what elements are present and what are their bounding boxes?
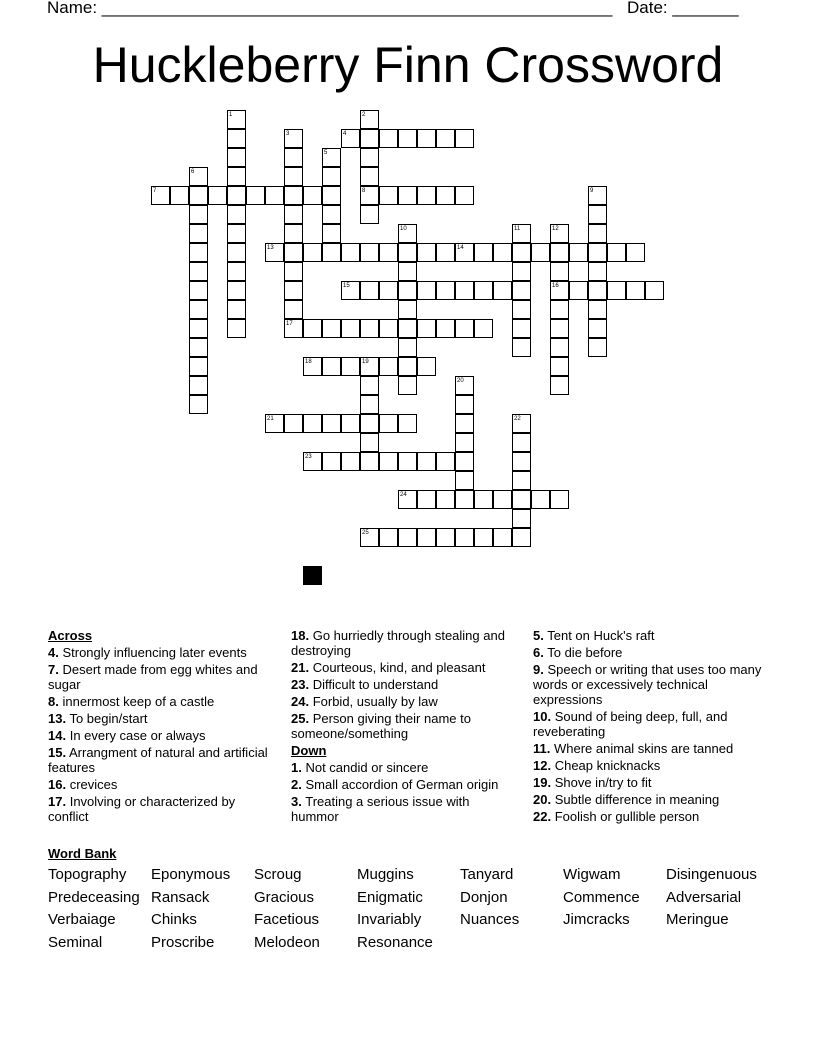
grid-cell[interactable]	[455, 129, 474, 148]
grid-cell[interactable]	[417, 490, 436, 509]
clue-num: 25.	[291, 711, 310, 726]
word-bank-item: Predeceasing	[48, 888, 140, 906]
clue-text: Cheap knicknacks	[554, 758, 661, 773]
grid-cell[interactable]	[512, 490, 531, 509]
clue-num: 10.	[533, 709, 552, 724]
clue-number: 18	[305, 359, 312, 365]
grid-cell[interactable]	[284, 167, 303, 186]
grid-cell[interactable]	[322, 357, 341, 376]
across-clue	[48, 711, 270, 726]
grid-cell[interactable]	[417, 186, 436, 205]
grid-cell[interactable]	[398, 376, 417, 395]
grid-cell[interactable]	[569, 281, 588, 300]
grid-cell[interactable]	[626, 243, 645, 262]
grid-cell[interactable]	[512, 243, 531, 262]
across-heading: Across	[48, 628, 93, 643]
down-clue	[291, 760, 513, 775]
grid-cell[interactable]	[360, 376, 379, 395]
clue-num: 22.	[533, 809, 552, 824]
grid-cell[interactable]	[360, 281, 379, 300]
grid-cell[interactable]	[588, 262, 607, 281]
grid-cell[interactable]	[550, 243, 569, 262]
grid-cell[interactable]	[189, 243, 208, 262]
clue-number: 17	[286, 321, 293, 327]
grid-cell[interactable]	[322, 224, 341, 243]
clue-num: 4.	[48, 645, 59, 660]
clue-number: 1	[229, 112, 233, 118]
grid-cell[interactable]	[227, 319, 246, 338]
clue-number: 9	[590, 188, 594, 194]
grid-cell[interactable]	[189, 319, 208, 338]
clue-num: 18.	[291, 628, 310, 643]
grid-cell[interactable]	[588, 243, 607, 262]
grid-cell[interactable]	[436, 490, 455, 509]
word-bank-item: Gracious	[254, 888, 315, 906]
grid-cell[interactable]	[512, 338, 531, 357]
across-clue	[48, 662, 270, 692]
clue-text: Difficult to understand	[312, 677, 439, 692]
grid-cell[interactable]	[379, 129, 398, 148]
grid-cell[interactable]	[493, 490, 512, 509]
grid-cell[interactable]	[360, 414, 379, 433]
grid-cell[interactable]	[398, 452, 417, 471]
clue-num: 6.	[533, 645, 544, 660]
across-clue	[291, 694, 513, 709]
grid-cell[interactable]	[512, 471, 531, 490]
grid-cell[interactable]	[455, 490, 474, 509]
clue-number: 2	[362, 112, 366, 118]
grid-cell[interactable]	[265, 186, 284, 205]
down-clue	[533, 628, 769, 643]
grid-cell[interactable]	[512, 433, 531, 452]
grid-cell[interactable]	[227, 148, 246, 167]
grid-cell[interactable]	[436, 243, 455, 262]
clue-text: Courteous, kind, and pleasant	[312, 660, 486, 675]
clue-text: Speech or writing that uses too many words or excessively technical expressions	[533, 662, 762, 707]
grid-cell[interactable]	[588, 205, 607, 224]
grid-cell[interactable]	[227, 205, 246, 224]
clue-num: 11.	[533, 741, 551, 756]
grid-cell[interactable]	[284, 205, 303, 224]
grid-cell[interactable]	[284, 262, 303, 281]
grid-cell[interactable]	[303, 243, 322, 262]
grid-cell[interactable]	[284, 300, 303, 319]
down-clue	[533, 758, 769, 773]
clue-num: 9.	[533, 662, 544, 677]
grid-cell[interactable]	[455, 414, 474, 433]
grid-cell[interactable]	[436, 452, 455, 471]
grid-cell[interactable]	[550, 319, 569, 338]
grid-cell[interactable]	[588, 281, 607, 300]
clue-number: 21	[267, 416, 274, 422]
grid-cell[interactable]	[360, 148, 379, 167]
grid-cell[interactable]	[322, 452, 341, 471]
grid-cell[interactable]	[284, 243, 303, 262]
word-bank-item: Topography	[48, 866, 127, 883]
grid-cell[interactable]	[303, 186, 322, 205]
down-clue	[533, 741, 769, 756]
grid-cell[interactable]	[474, 528, 493, 547]
grid-cell[interactable]	[398, 338, 417, 357]
grid-cell[interactable]	[303, 414, 322, 433]
clue-num: 15.	[48, 745, 67, 760]
grid-cell[interactable]	[550, 338, 569, 357]
clue-num: 19.	[533, 775, 552, 790]
clue-num: 13.	[48, 711, 67, 726]
word-bank-item: Proscribe	[151, 933, 215, 951]
grid-cell[interactable]	[531, 243, 550, 262]
grid-cell[interactable]	[550, 357, 569, 376]
grid-cell[interactable]	[512, 262, 531, 281]
word-bank-item: Resonance	[357, 933, 433, 951]
clue-number: 16	[552, 283, 559, 289]
grid-cell[interactable]	[455, 452, 474, 471]
clue-number: 8	[362, 188, 366, 194]
clue-number: 22	[514, 416, 521, 422]
clue-num: 3.	[291, 794, 302, 809]
word-bank-item: Commence	[563, 888, 640, 906]
grid-cell[interactable]	[512, 528, 531, 547]
grid-cell[interactable]	[474, 490, 493, 509]
page-title: Huckleberry Finn Crossword	[92, 37, 724, 93]
grid-cell[interactable]	[436, 129, 455, 148]
grid-cell[interactable]	[227, 224, 246, 243]
clue-num: 12.	[533, 758, 552, 773]
grid-cell[interactable]	[550, 376, 569, 395]
grid-cell[interactable]	[588, 224, 607, 243]
grid-cell[interactable]	[417, 129, 436, 148]
grid-cell[interactable]	[360, 167, 379, 186]
clue-number: 6	[191, 169, 195, 175]
grid-cell[interactable]	[417, 528, 436, 547]
grid-cell[interactable]	[379, 319, 398, 338]
grid-cell[interactable]	[360, 452, 379, 471]
clue-text: In every case or always	[69, 728, 206, 743]
grid-cell[interactable]	[455, 433, 474, 452]
grid-cell[interactable]	[189, 224, 208, 243]
clue-text: Tent on Huck's raft	[547, 628, 655, 643]
clue-number: 23	[305, 454, 312, 460]
word-bank-item: Donjon	[460, 888, 508, 906]
clue-num: 17.	[48, 794, 67, 809]
across-clue	[291, 677, 513, 692]
down-clue	[533, 662, 769, 707]
grid-cell[interactable]	[474, 243, 493, 262]
grid-cell[interactable]	[493, 243, 512, 262]
down-clue	[291, 777, 513, 792]
grid-cell[interactable]	[398, 243, 417, 262]
grid-cell[interactable]	[531, 490, 550, 509]
down-clue	[533, 775, 769, 790]
grid-cell[interactable]	[398, 528, 417, 547]
grid-cell[interactable]	[341, 319, 360, 338]
grid-cell[interactable]	[322, 205, 341, 224]
clue-text: Go hurriedly through stealing and destroying	[291, 628, 505, 658]
grid-cell[interactable]	[474, 281, 493, 300]
word-bank-item: Scroug	[254, 866, 302, 883]
clue-text: Strongly influencing later events	[62, 645, 247, 660]
grid-cell[interactable]	[189, 281, 208, 300]
grid-cell[interactable]	[189, 205, 208, 224]
word-bank-item: Tanyard	[460, 866, 514, 883]
grid-cell[interactable]	[189, 376, 208, 395]
word-bank-item: Enigmatic	[357, 888, 423, 906]
clue-num: 8.	[48, 694, 59, 709]
name-field[interactable]: Name: ______________________________________________________	[47, 0, 613, 17]
clue-text: Not candid or sincere	[305, 760, 429, 775]
across-clue	[48, 745, 270, 775]
grid-cell[interactable]	[189, 338, 208, 357]
grid-cell[interactable]	[474, 319, 493, 338]
clue-text: crevices	[69, 777, 118, 792]
grid-cell[interactable]	[227, 300, 246, 319]
clue-text: Sound of being deep, full, and reveberating	[533, 709, 728, 739]
clue-text: Forbid, usually by law	[312, 694, 438, 709]
across-clue	[48, 728, 270, 743]
grid-cell[interactable]	[322, 243, 341, 262]
grid-cell[interactable]	[284, 186, 303, 205]
grid-cell[interactable]	[227, 167, 246, 186]
clue-number: 15	[343, 283, 350, 289]
grid-cell[interactable]	[379, 243, 398, 262]
grid-cell[interactable]	[227, 281, 246, 300]
clue-number: 12	[552, 226, 559, 232]
across-clue	[291, 711, 513, 741]
word-bank-item: Seminal	[48, 933, 103, 951]
across-clue	[48, 694, 270, 709]
clue-number: 25	[362, 530, 369, 536]
clue-text: innermost keep of a castle	[62, 694, 215, 709]
grid-cell[interactable]	[322, 186, 341, 205]
across-clue	[48, 777, 270, 792]
clue-num: 2.	[291, 777, 302, 792]
grid-cell[interactable]	[493, 281, 512, 300]
grid-cell[interactable]	[398, 129, 417, 148]
grid-cell[interactable]	[284, 148, 303, 167]
clue-column-1	[48, 628, 270, 826]
word-bank-item: Facetious	[254, 911, 320, 928]
across-clue	[291, 660, 513, 675]
grid-cell[interactable]	[607, 243, 626, 262]
grid-cell[interactable]	[398, 357, 417, 376]
clue-num: 21.	[291, 660, 310, 675]
grid-cell[interactable]	[417, 243, 436, 262]
grid-cell[interactable]	[379, 528, 398, 547]
grid-cell[interactable]	[455, 281, 474, 300]
grid-cell[interactable]	[227, 186, 246, 205]
grid-cell[interactable]	[284, 224, 303, 243]
grid-cell[interactable]	[436, 319, 455, 338]
grid-cell[interactable]	[417, 452, 436, 471]
across-clue	[291, 628, 513, 658]
grid-cell[interactable]	[550, 300, 569, 319]
clue-num: 23.	[291, 677, 310, 692]
word-bank-item: Jimcracks	[563, 911, 630, 928]
grid-cell[interactable]	[569, 243, 588, 262]
grid-cell[interactable]	[398, 414, 417, 433]
grid-cell[interactable]	[493, 528, 512, 547]
clue-num: 20.	[533, 792, 552, 807]
grid-cell[interactable]	[455, 471, 474, 490]
grid-cell[interactable]	[284, 414, 303, 433]
across-clue	[48, 794, 270, 824]
grid-cell[interactable]	[189, 186, 208, 205]
grid-cell[interactable]	[398, 300, 417, 319]
grid-cell[interactable]	[588, 300, 607, 319]
clue-text: Involving or characterized by conflict	[48, 794, 236, 824]
grid-cell[interactable]	[341, 243, 360, 262]
grid-cell[interactable]	[208, 186, 227, 205]
clue-column-2	[291, 628, 513, 826]
down-clue	[533, 709, 769, 739]
grid-cell[interactable]	[189, 262, 208, 281]
clue-number: 7	[153, 188, 157, 194]
grid-cell[interactable]	[455, 528, 474, 547]
grid-cell[interactable]	[512, 452, 531, 471]
clue-num: 5.	[533, 628, 544, 643]
grid-cell[interactable]	[436, 281, 455, 300]
grid-cell[interactable]	[379, 452, 398, 471]
clue-number: 4	[343, 131, 347, 137]
grid-cell[interactable]	[189, 395, 208, 414]
down-clue	[533, 645, 769, 660]
word-bank-item: Disingenuous	[666, 866, 757, 883]
down-clue	[533, 809, 769, 824]
grid-cell[interactable]	[379, 186, 398, 205]
grid-cell[interactable]	[360, 129, 379, 148]
grid-cell[interactable]	[455, 395, 474, 414]
clue-text: Treating a serious issue with hummor	[291, 794, 470, 824]
down-heading: Down	[291, 743, 327, 758]
grid-cell[interactable]	[455, 186, 474, 205]
clue-number: 19	[362, 359, 369, 365]
grid-cell[interactable]	[189, 300, 208, 319]
grid-cell[interactable]	[322, 319, 341, 338]
grid-cell[interactable]	[398, 262, 417, 281]
word-bank-item: Invariably	[357, 911, 422, 928]
word-bank-item: Ransack	[151, 888, 210, 906]
grid-cell[interactable]	[512, 300, 531, 319]
date-field[interactable]: Date: _______	[627, 0, 739, 17]
grid-cell[interactable]	[322, 167, 341, 186]
grid-cell[interactable]	[227, 129, 246, 148]
grid-cell[interactable]	[645, 281, 664, 300]
grid-cell[interactable]	[360, 243, 379, 262]
down-clue	[533, 792, 769, 807]
grid-cell[interactable]	[417, 319, 436, 338]
grid-cell[interactable]	[246, 186, 265, 205]
grid-cell[interactable]	[341, 452, 360, 471]
clue-num: 16.	[48, 777, 67, 792]
clue-number: 5	[324, 150, 328, 156]
down-clue	[291, 794, 513, 824]
grid-cell[interactable]	[550, 262, 569, 281]
clue-text: To begin/start	[69, 711, 148, 726]
clue-number: 24	[400, 492, 407, 498]
clue-number: 11	[514, 226, 521, 232]
grid-cell[interactable]	[379, 414, 398, 433]
word-bank-item: Meringue	[666, 911, 729, 928]
grid-cell[interactable]	[379, 281, 398, 300]
clue-text: Where animal skins are tanned	[553, 741, 734, 756]
word-bank-item: Nuances	[460, 911, 520, 928]
grid-cell[interactable]	[512, 281, 531, 300]
clue-text: Arrangment of natural and artificial features	[48, 745, 268, 775]
grid-cell[interactable]	[436, 528, 455, 547]
grid-cell[interactable]	[360, 433, 379, 452]
word-bank-item: Chinks	[151, 911, 197, 928]
clue-num: 1.	[291, 760, 302, 775]
clue-column-3	[533, 628, 769, 826]
clue-text: To die before	[547, 645, 623, 660]
grid-cell[interactable]	[588, 319, 607, 338]
grid-cell[interactable]	[607, 281, 626, 300]
grid-cell[interactable]	[284, 281, 303, 300]
clue-text: Desert made from egg whites and sugar	[48, 662, 258, 692]
clue-num: 24.	[291, 694, 310, 709]
word-bank-item: Adversarial	[666, 888, 742, 906]
grid-cell[interactable]	[360, 319, 379, 338]
grid-cell[interactable]	[341, 357, 360, 376]
grid-cell[interactable]	[341, 414, 360, 433]
word-bank-item: Melodeon	[254, 933, 320, 951]
clue-number: 14	[457, 245, 464, 251]
word-bank-heading: Word Bank	[48, 846, 117, 861]
clue-text: Foolish or gullible person	[554, 809, 700, 824]
word-bank-item: Wigwam	[563, 866, 621, 883]
grid-cell[interactable]	[512, 319, 531, 338]
grid-cell[interactable]	[512, 509, 531, 528]
word-bank-item: Verbaiage	[48, 911, 116, 928]
clue-number: 20	[457, 378, 464, 384]
grid-cell[interactable]	[379, 357, 398, 376]
grid-cell[interactable]	[360, 395, 379, 414]
clue-number: 10	[400, 226, 407, 232]
clue-num: 7.	[48, 662, 59, 677]
grid-cell[interactable]	[227, 243, 246, 262]
clue-text: Subtle difference in meaning	[554, 792, 720, 807]
grid-cell[interactable]	[417, 281, 436, 300]
word-bank-item: Muggins	[357, 866, 414, 883]
grid-cell[interactable]	[398, 319, 417, 338]
word-bank-item: Eponymous	[151, 866, 231, 883]
grid-cell[interactable]	[436, 186, 455, 205]
clue-text: Shove in/try to fit	[554, 775, 652, 790]
grid-cell[interactable]	[189, 357, 208, 376]
grid-cell[interactable]	[417, 357, 436, 376]
grid-cell[interactable]	[398, 186, 417, 205]
across-clue	[48, 645, 270, 660]
grid-cell[interactable]	[227, 262, 246, 281]
grid-cell[interactable]	[455, 319, 474, 338]
grid-cell[interactable]	[398, 281, 417, 300]
grid-cell[interactable]	[626, 281, 645, 300]
grid-cell[interactable]	[550, 490, 569, 509]
clue-text: Person giving their name to someone/something	[291, 711, 471, 741]
clue-num: 14.	[48, 728, 67, 743]
clue-number: 13	[267, 245, 274, 251]
clue-number: 3	[286, 131, 290, 137]
grid-cell[interactable]	[322, 414, 341, 433]
clue-text: Small accordion of German origin	[305, 777, 499, 792]
grid-cell[interactable]	[360, 205, 379, 224]
black-cell	[303, 566, 322, 585]
grid-cell[interactable]	[303, 319, 322, 338]
grid-cell[interactable]	[170, 186, 189, 205]
grid-cell[interactable]	[588, 338, 607, 357]
